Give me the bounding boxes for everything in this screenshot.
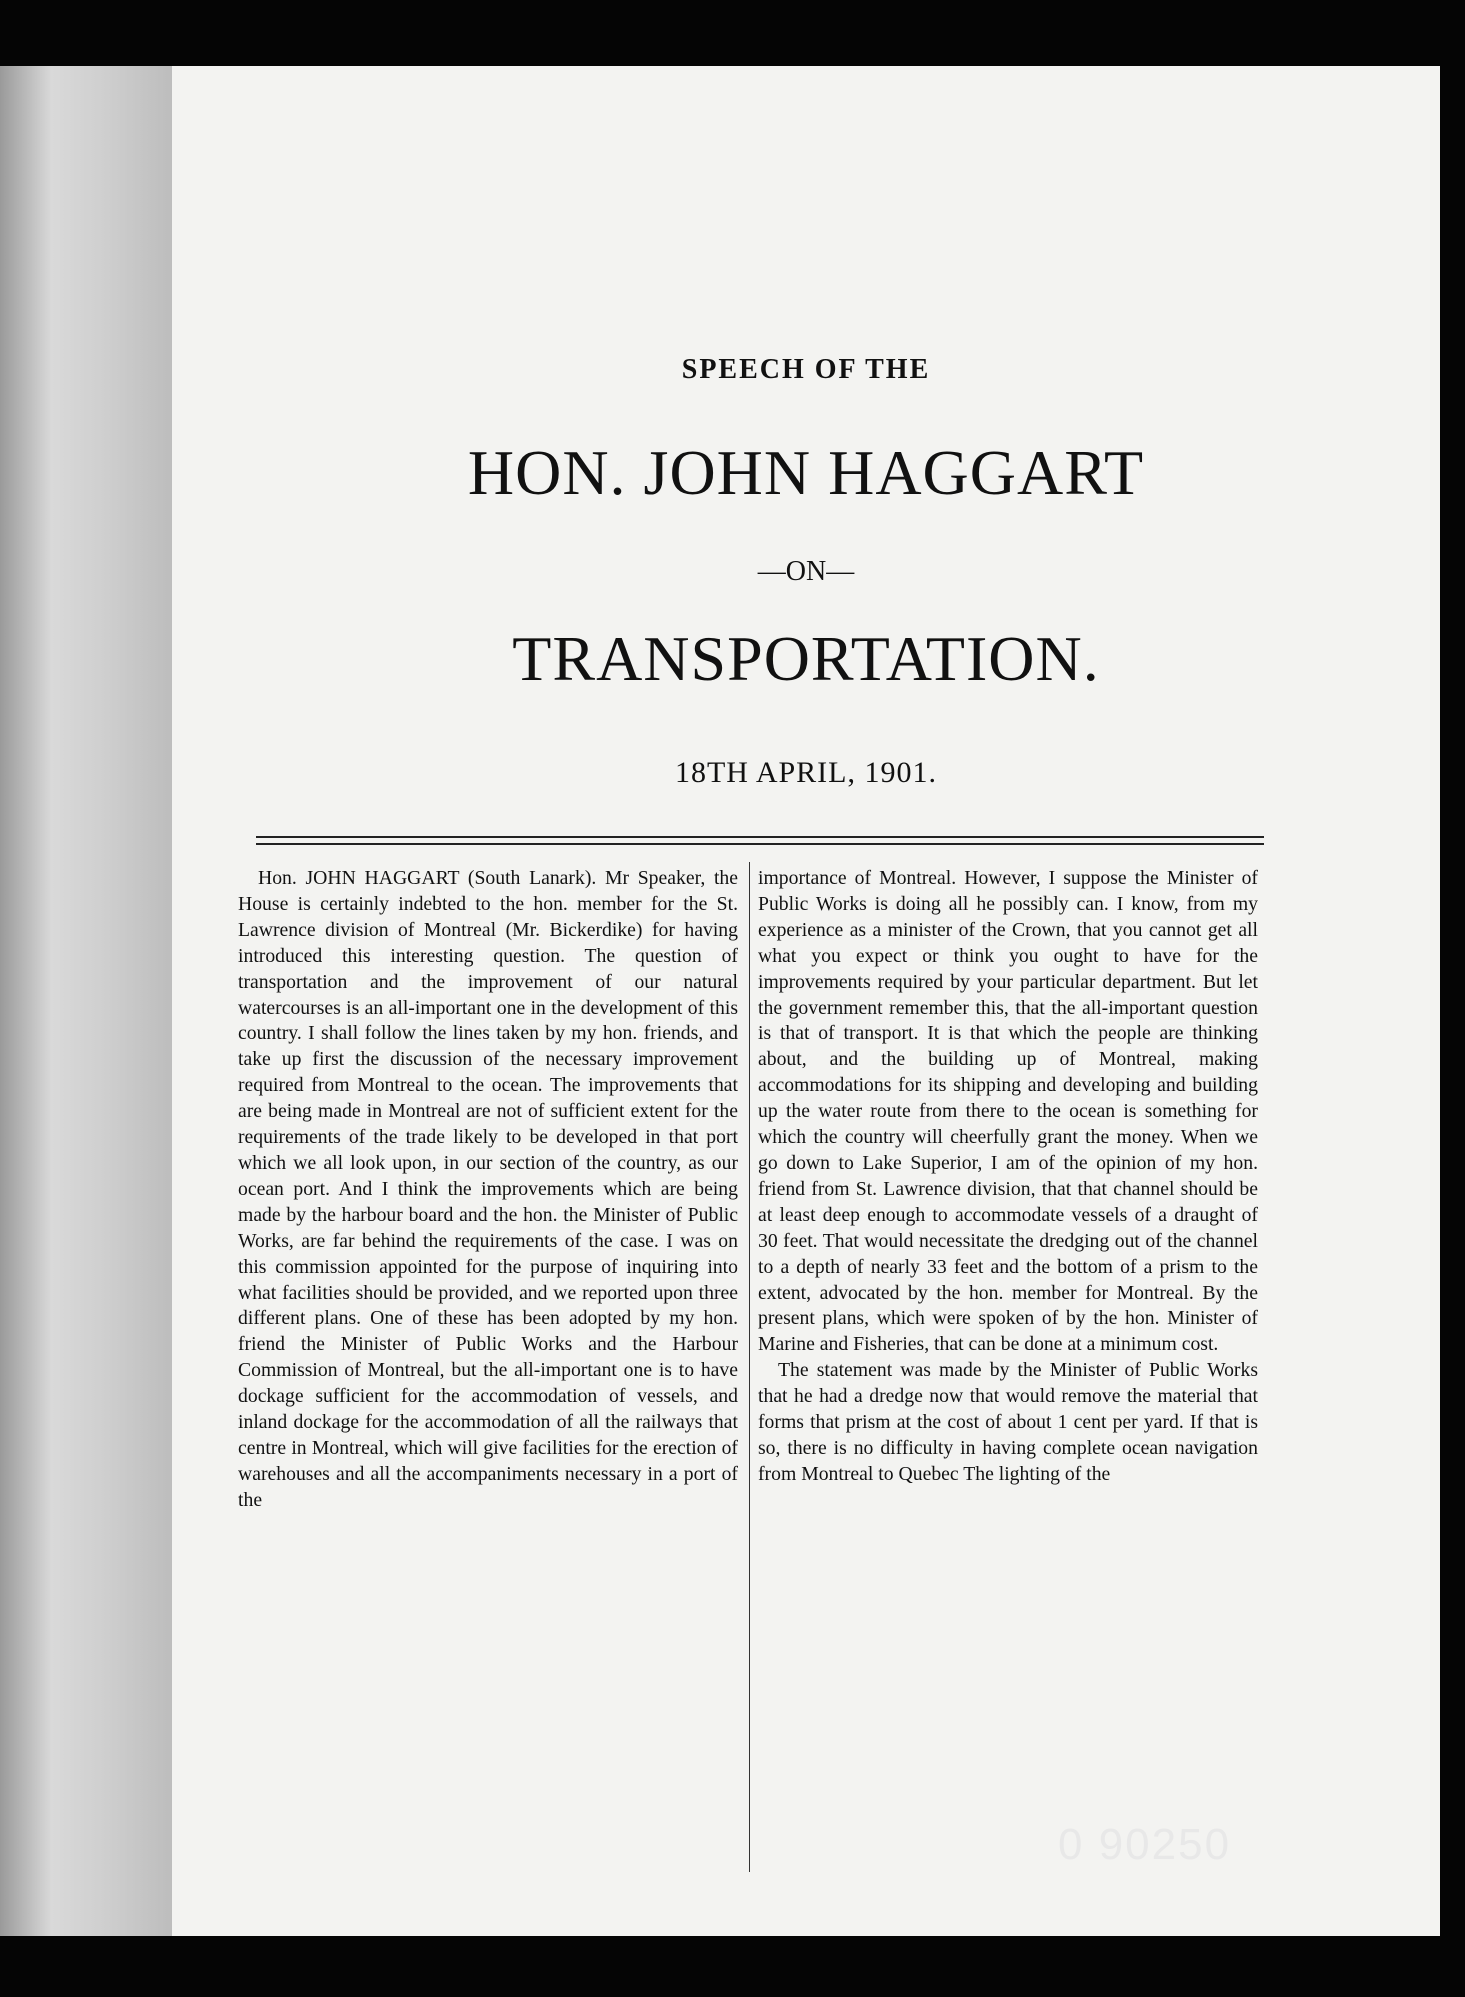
left-text-column — [238, 866, 738, 1868]
right-paragraph: importance of Montreal. However, I suppose the Minister of Public Works is doing all he possibly can. I know, from my experience as a minister of the Crown, that you cannot get all what you expect or think you ought to have for the improvements required by your particular department. But let the government remember this, that the all-important question is that of transport. It is that which the people are thinking about, and the building up of Montreal, making accommodations for its shipping and developing and building up the water route from there to the ocean is something for which the country will cheerfully grant the money. When we go down to Lake Superior, I am of the opinion of my hon. friend from St. Lawrence division, that that channel should be at least deep enough to accommodate vessels of a draught of 30 feet. That would necessitate the dredging out of the channel to a depth of nearly 33 feet and the bottom of a prism to the extent, advocated by the hon. member for Montreal. By the present plans, which were spoken of by the hon. Minister of Marine and Fisheries, that can be done at a minimum cost. — [758, 867, 1258, 1356]
topic-heading: TRANSPORTATION. — [512, 623, 1100, 694]
microfilm-margin — [0, 66, 172, 1936]
left-paragraph: Hon. JOHN HAGGART (South Lanark). Mr Speaker, the House is certainly indebted to the hon. member for the St. Lawrence division of Montreal (Mr. Bickerdike) for having introduced this interesting question. The question of transportation and the improvement of our natural watercourses is an all-important one in the development of this country. I shall follow the lines taken by my hon. friends, and take up first the discussion of the necessary improvement required from Montreal to the ocean. The improvements that are being made in Montreal are not of sufficient extent for the requirements of the trade likely to be developed in that port which we all look upon, in our section of the country, as our ocean port. And I think the improvements which are being made by the harbour board and the hon. the Minister of Public Works, are far behind the requirements of the case. I was on this commission appointed for the purpose of inquiring into what facilities should be provided, and we reported upon three different plans. One of these has been adopted by my hon. friend the Minister of Public Works and the Harbour Commission of Montreal, but the all-important one is to have dockage sufficient for the accommodation of vessels, and inland dockage for the accommodation of all the railways that centre in Montreal, which will give facilities for the erection of warehouses and all the accompaniments necessary in a port of the — [238, 867, 738, 1511]
speech-of-heading: SPEECH OF THE — [681, 354, 931, 385]
document-page — [172, 66, 1440, 1936]
heading-rule-bottom — [256, 843, 1264, 845]
microfilm-reel-number: 0 90250 — [1058, 1820, 1232, 1869]
speaker-name-heading: HON. JOHN HAGGART — [467, 437, 1145, 508]
right-paragraph: The statement was made by the Minister of Public Works that he had a dredge now that would remove the material that forms that prism at the cost of about 1 cent per yard. If that is so, there is no difficulty in having complete ocean navigation from Montreal to Quebec The lighting of the — [758, 1359, 1258, 1485]
speech-date: 18TH APRIL, 1901. — [674, 756, 937, 789]
heading-rule-top — [256, 836, 1264, 838]
right-text-column — [758, 866, 1258, 1868]
column-divider — [749, 862, 750, 1872]
on-separator: —ON— — [757, 556, 855, 587]
